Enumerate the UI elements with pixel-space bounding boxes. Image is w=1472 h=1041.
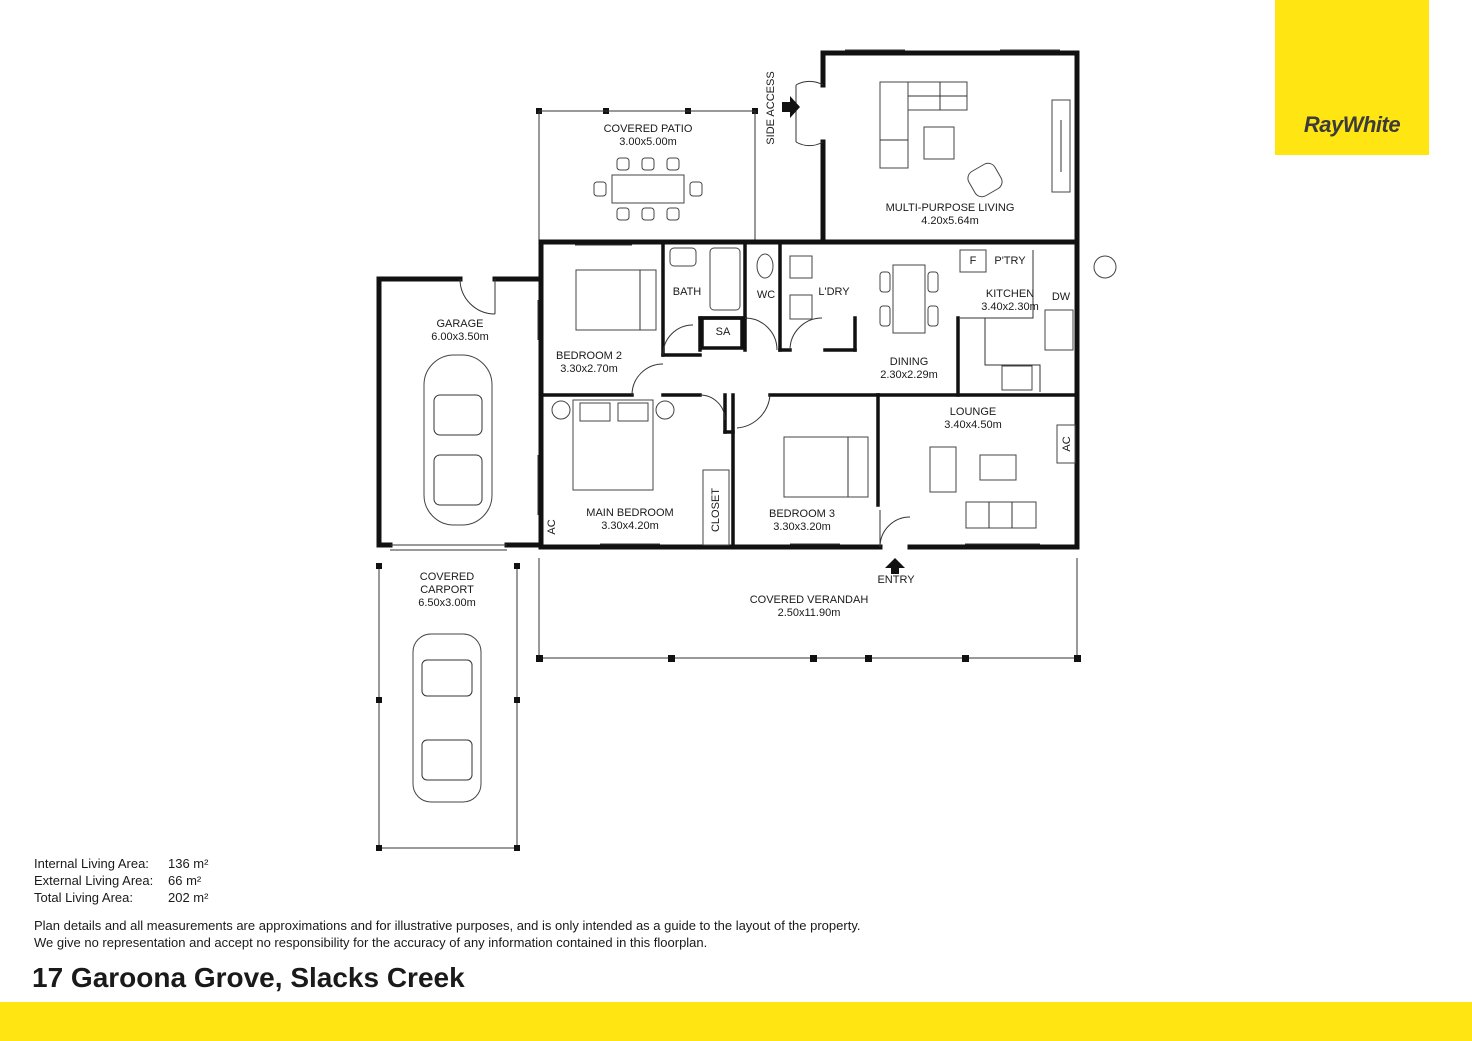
- property-address: 17 Garoona Grove, Slacks Creek: [32, 962, 465, 993]
- multi-purpose-dim: 4.20x5.64m: [921, 215, 979, 227]
- garage-name: GARAGE: [436, 318, 484, 330]
- disclaimer-line-1: Plan details and all measurements are approximations and for illustrative purposes, and is only intended as a guide to the layout of the property.: [34, 918, 861, 933]
- lounge-dim: 3.40x4.50m: [944, 419, 1002, 431]
- lounge-ac-label: AC: [1061, 436, 1073, 452]
- verandah-dim: 2.50x11.90m: [777, 607, 841, 619]
- total-area-label: Total Living Area:: [34, 890, 134, 905]
- covered-patio-dim: 3.00x5.00m: [619, 136, 677, 148]
- main-bedroom-dim: 3.30x4.20m: [601, 520, 659, 532]
- disclaimer-line-2: We give no representation and accept no responsibility for the accuracy of any information contained in this floorplan.: [34, 934, 708, 950]
- footer-bar: [0, 1002, 1472, 1041]
- laundry-label: L'DRY: [818, 286, 850, 298]
- side-access-arrow-icon: [782, 96, 800, 118]
- closet-label: CLOSET: [710, 487, 722, 533]
- dining-name: DINING: [889, 356, 929, 368]
- covered-patio-name: COVERED PATIO: [603, 123, 693, 135]
- dw-label: DW: [1051, 291, 1071, 303]
- bedroom2-dim: 3.30x2.70m: [560, 363, 618, 375]
- entry-arrow-icon: [885, 558, 905, 574]
- pantry-label: P'TRY: [994, 255, 1026, 267]
- garage-dim: 6.00x3.50m: [431, 331, 489, 343]
- raywhite-logo-text: RayWhite: [1303, 112, 1401, 137]
- kitchen-dim: 3.40x2.30m: [981, 301, 1039, 313]
- wc-label: WC: [756, 289, 776, 301]
- bath-label: BATH: [672, 286, 702, 298]
- bedroom3-dim: 3.30x3.20m: [773, 521, 831, 533]
- raywhite-logo: [1275, 0, 1429, 155]
- garage-car-icon: [424, 355, 492, 525]
- carport-name-1: COVERED: [419, 571, 475, 583]
- carport-car-icon: [413, 634, 481, 802]
- dining-dim: 2.30x2.29m: [880, 369, 938, 381]
- fridge-label: F: [969, 255, 977, 267]
- main-bedroom-ac-label: AC: [546, 519, 558, 535]
- bedroom2-name: BEDROOM 2: [555, 350, 623, 362]
- external-area-value: 66 m²: [168, 873, 202, 888]
- lounge-name: LOUNGE: [949, 406, 997, 418]
- disclaimer: [34, 918, 1034, 951]
- carport-dim: 6.50x3.00m: [418, 597, 476, 609]
- multi-purpose-name: MULTI-PURPOSE LIVING: [885, 202, 1015, 214]
- carport-name-2: CARPORT: [420, 584, 474, 596]
- internal-area-value: 136 m²: [168, 856, 209, 871]
- area-summary: [34, 855, 208, 906]
- main-bedroom-name: MAIN BEDROOM: [586, 507, 674, 519]
- external-area-label: External Living Area:: [34, 873, 154, 888]
- sa-label: SA: [715, 326, 731, 338]
- bedroom3-name: BEDROOM 3: [768, 508, 836, 520]
- internal-area-label: Internal Living Area:: [34, 856, 149, 871]
- entry-label: ENTRY: [877, 574, 915, 586]
- verandah-name: COVERED VERANDAH: [749, 594, 869, 606]
- total-area-value: 202 m²: [168, 890, 209, 905]
- side-access-label: SIDE ACCESS: [765, 71, 777, 145]
- kitchen-name: KITCHEN: [985, 288, 1035, 300]
